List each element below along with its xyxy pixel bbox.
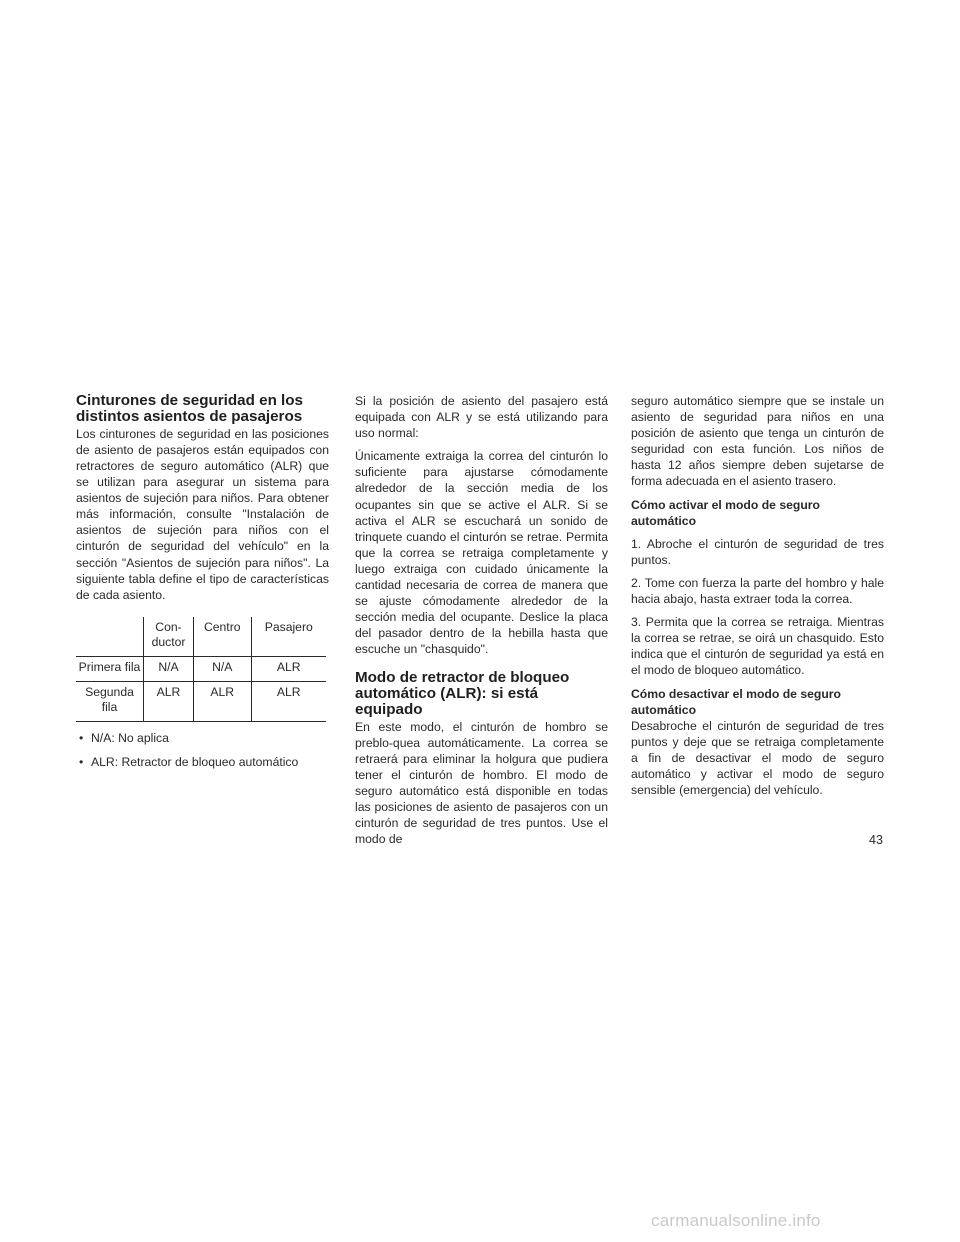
subheading-deactivate: Cómo desactivar el modo de seguro automático bbox=[631, 686, 841, 717]
table-cell: ALR bbox=[144, 681, 194, 721]
watermark: carmanualsonline.info bbox=[651, 1211, 821, 1230]
table-header-cell bbox=[76, 617, 144, 657]
table-header-cell: Centro bbox=[194, 617, 252, 657]
table-cell: ALR bbox=[251, 656, 326, 681]
seat-features-table bbox=[76, 617, 326, 722]
paragraph: Únicamente extraiga la correa del cinturón lo suficiente para ajustarse cómodamente alrededor de la sección media de los ocupantes sin que se active el ALR. Si se activa el ALR se escuchará un sonido de trinquete cuando el cinturón se retrae. Permita que la correa se retraiga completamente y luego extraiga con cuidado únicamente la cantidad necesaria de correa de manera que se ajuste cómodamente alrededor de la sección media del ocupante. Deslice la placa del pasador dentro de la hebilla hasta que escuche un "chasquido". bbox=[355, 449, 608, 657]
paragraph: seguro automático siempre que se instale un asiento de seguridad para niños en una posición de asiento que tenga un cinturón de seguridad con esta función. Los niños de hasta 12 años siempre deben sujetarse de forma adecuada en el asiento trasero. bbox=[631, 394, 884, 489]
table-row bbox=[76, 681, 326, 721]
paragraph-deactivate: Desabroche el cinturón de seguridad de tres puntos y deje que se retraiga completamente a fin de desactivar el modo de seguro automático y activar el modo de seguro sensible (emergencia) del vehículo. bbox=[631, 718, 884, 798]
bullet-icon: • bbox=[79, 754, 84, 769]
table-notes-list bbox=[76, 730, 329, 770]
section-heading-passenger-belts: Cinturones de seguridad en los distintos asientos de pasajeros bbox=[76, 392, 304, 426]
step-3: 3. Permita que la correa se retraiga. Mientras la correa se retrae, se oirá un chasquido. Esto indica que el cinturón de seguridad ya está en el modo de bloqueo automático. bbox=[631, 615, 884, 678]
list-item bbox=[76, 730, 329, 746]
section-heading-alr: Modo de retractor de bloqueo automático (ALR): si está equipado bbox=[355, 668, 570, 719]
column-right bbox=[631, 393, 884, 805]
table-cell: ALR bbox=[251, 681, 326, 721]
table-header-cell: Pasajero bbox=[251, 617, 326, 657]
subheading-activate: Cómo activar el modo de seguro automático bbox=[631, 497, 820, 528]
list-item bbox=[76, 754, 329, 770]
table-cell: ALR bbox=[194, 681, 252, 721]
table-header-cell: Con-ductor bbox=[144, 617, 194, 657]
section-body-passenger-belts: Los cinturones de seguridad en las posiciones de asiento de pasajeros están equipados con retractores de seguro automático (ALR) que se utilizan para asegurar un sistema para asientos de sujeción para niños. Para obtener más información, consulte "Instalación de asientos de sujeción para niños con el cinturón de seguridad del vehículo" en la sección "Asientos de sujeción para niños". La siguiente tabla define el tipo de características de cada asiento. bbox=[76, 426, 329, 602]
bullet-icon: • bbox=[79, 730, 84, 745]
note-text: ALR: Retractor de bloqueo automático bbox=[91, 754, 299, 769]
step-2: 2. Tome con fuerza la parte del hombro y hale hacia abajo, hasta extraer toda la correa. bbox=[631, 575, 884, 607]
table-cell: N/A bbox=[144, 656, 194, 681]
step-1: 1. Abroche el cinturón de seguridad de tres puntos. bbox=[631, 536, 884, 567]
table-cell: N/A bbox=[194, 656, 252, 681]
table-header-row bbox=[76, 617, 326, 657]
paragraph: En este modo, el cinturón de hombro se preblo-quea automáticamente. La correa se retraerá para eliminar la holgura que pudiera tener el cinturón de hombro. El modo de seguro automático está disponible en todas las posiciones de asiento de pasajeros con un cinturón de seguridad de tres puntos. Use el modo de bbox=[355, 719, 608, 847]
page-number: 43 bbox=[869, 833, 883, 847]
column-middle bbox=[355, 393, 608, 854]
table-row-label: Segunda fila bbox=[76, 681, 144, 721]
column-left bbox=[76, 393, 329, 778]
table-row bbox=[76, 656, 326, 681]
table-row-label: Primera fila bbox=[76, 656, 144, 681]
note-text: N/A: No aplica bbox=[91, 730, 169, 745]
paragraph: Si la posición de asiento del pasajero está equipada con ALR y se está utilizando para uso normal: bbox=[355, 394, 608, 441]
